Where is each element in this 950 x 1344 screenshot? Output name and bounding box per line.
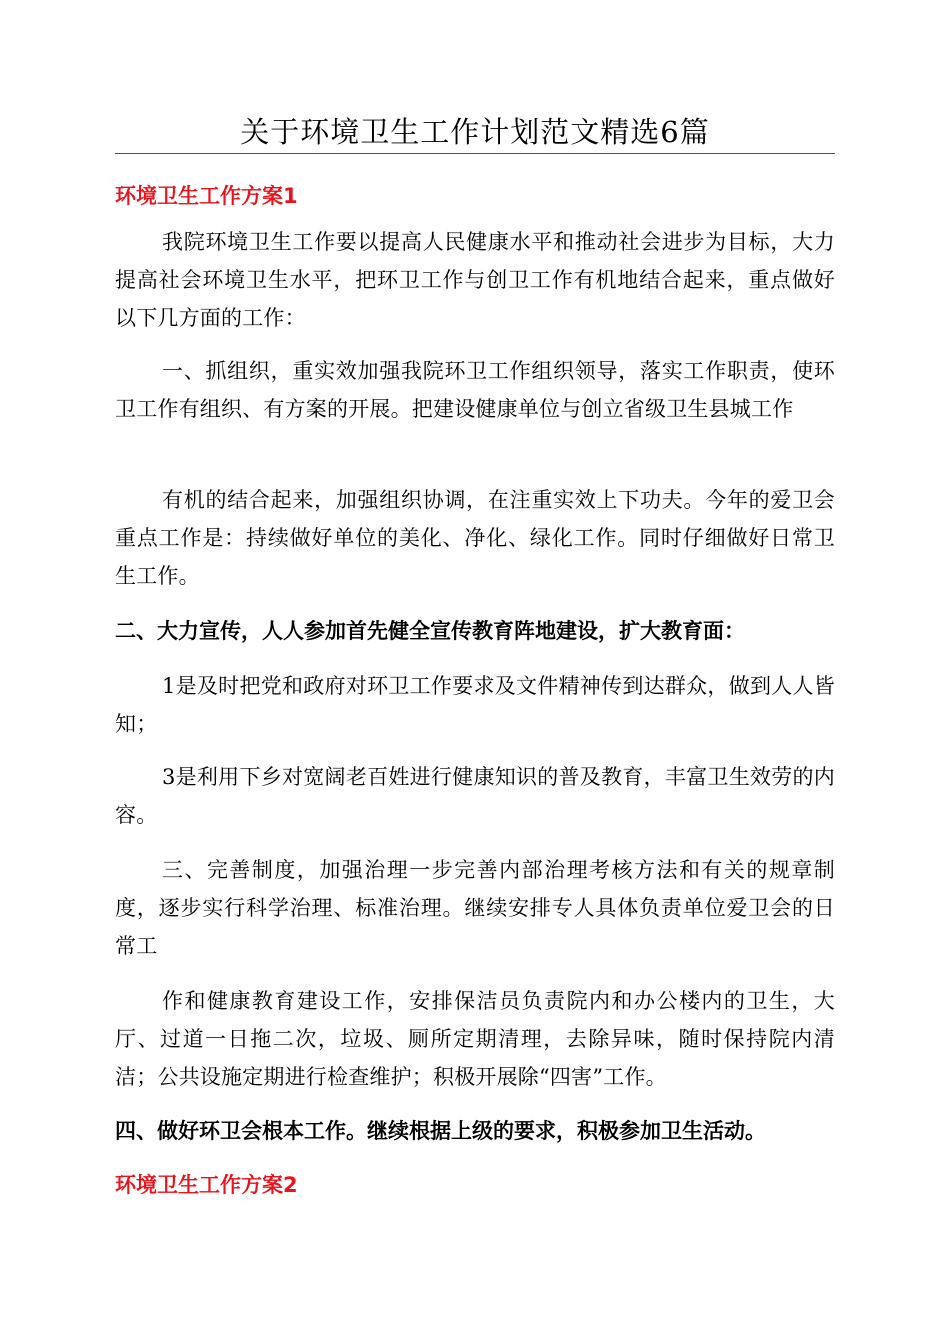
section-heading-2: 环境卫生工作方案2: [115, 1173, 298, 1197]
paragraph-item-1-cont: 有机的结合起来，加强组织协调，在注重实效上下功夫。今年的爱卫会重点工作是：持续做好单位的美化、净化、绿化工作。同时仔细做好日常卫生工作。: [115, 488, 835, 588]
paragraph-intro: 我院环境卫生工作要以提高人民健康水平和推动社会进步为目标，大力提高社会环境卫生水平，把环卫工作与创卫工作有机地结合起来，重点做好以下几方面的工作：: [115, 230, 835, 330]
subheading-item-2: 二、大力宣传，人人参加首先健全宣传教育阵地建设，扩大教育面：: [115, 619, 745, 643]
paragraph-item-3-cont: 作和健康教育建设工作，安排保洁员负责院内和办公楼内的卫生，大厅、过道一日拖二次，垃圾、厕所定期清理，去除异味，随时保持院内清洁；公共设施定期进行检查维护；积极开展除“四害”工作。: [115, 989, 835, 1089]
paragraph-item-1: 一、抓组织，重实效加强我院环卫工作组织领导，落实工作职责，使环卫工作有组织、有方案的开展。把建设健康单位与创立省级卫生县城工作: [115, 359, 835, 421]
title-underline: [115, 153, 835, 154]
paragraph-point-3: 3是利用下乡对宽阔老百姓进行健康知识的普及教育，丰富卫生效劳的内容。: [115, 765, 835, 827]
subheading-item-4: 四、做好环卫会根本工作。继续根据上级的要求，积极参加卫生活动。: [115, 1119, 766, 1143]
section-heading-1: 环境卫生工作方案1: [115, 184, 298, 208]
paragraph-point-1: 1是及时把党和政府对环卫工作要求及文件精神传到达群众，做到人人皆知；: [115, 674, 835, 736]
paragraph-item-3: 三、完善制度，加强治理一步完善内部治理考核方法和有关的规章制度，逐步实行科学治理、标准治理。继续安排专人具体负责单位爱卫会的日常工: [115, 858, 835, 958]
document-title: 关于环境卫生工作计划范文精选6篇: [240, 115, 710, 149]
